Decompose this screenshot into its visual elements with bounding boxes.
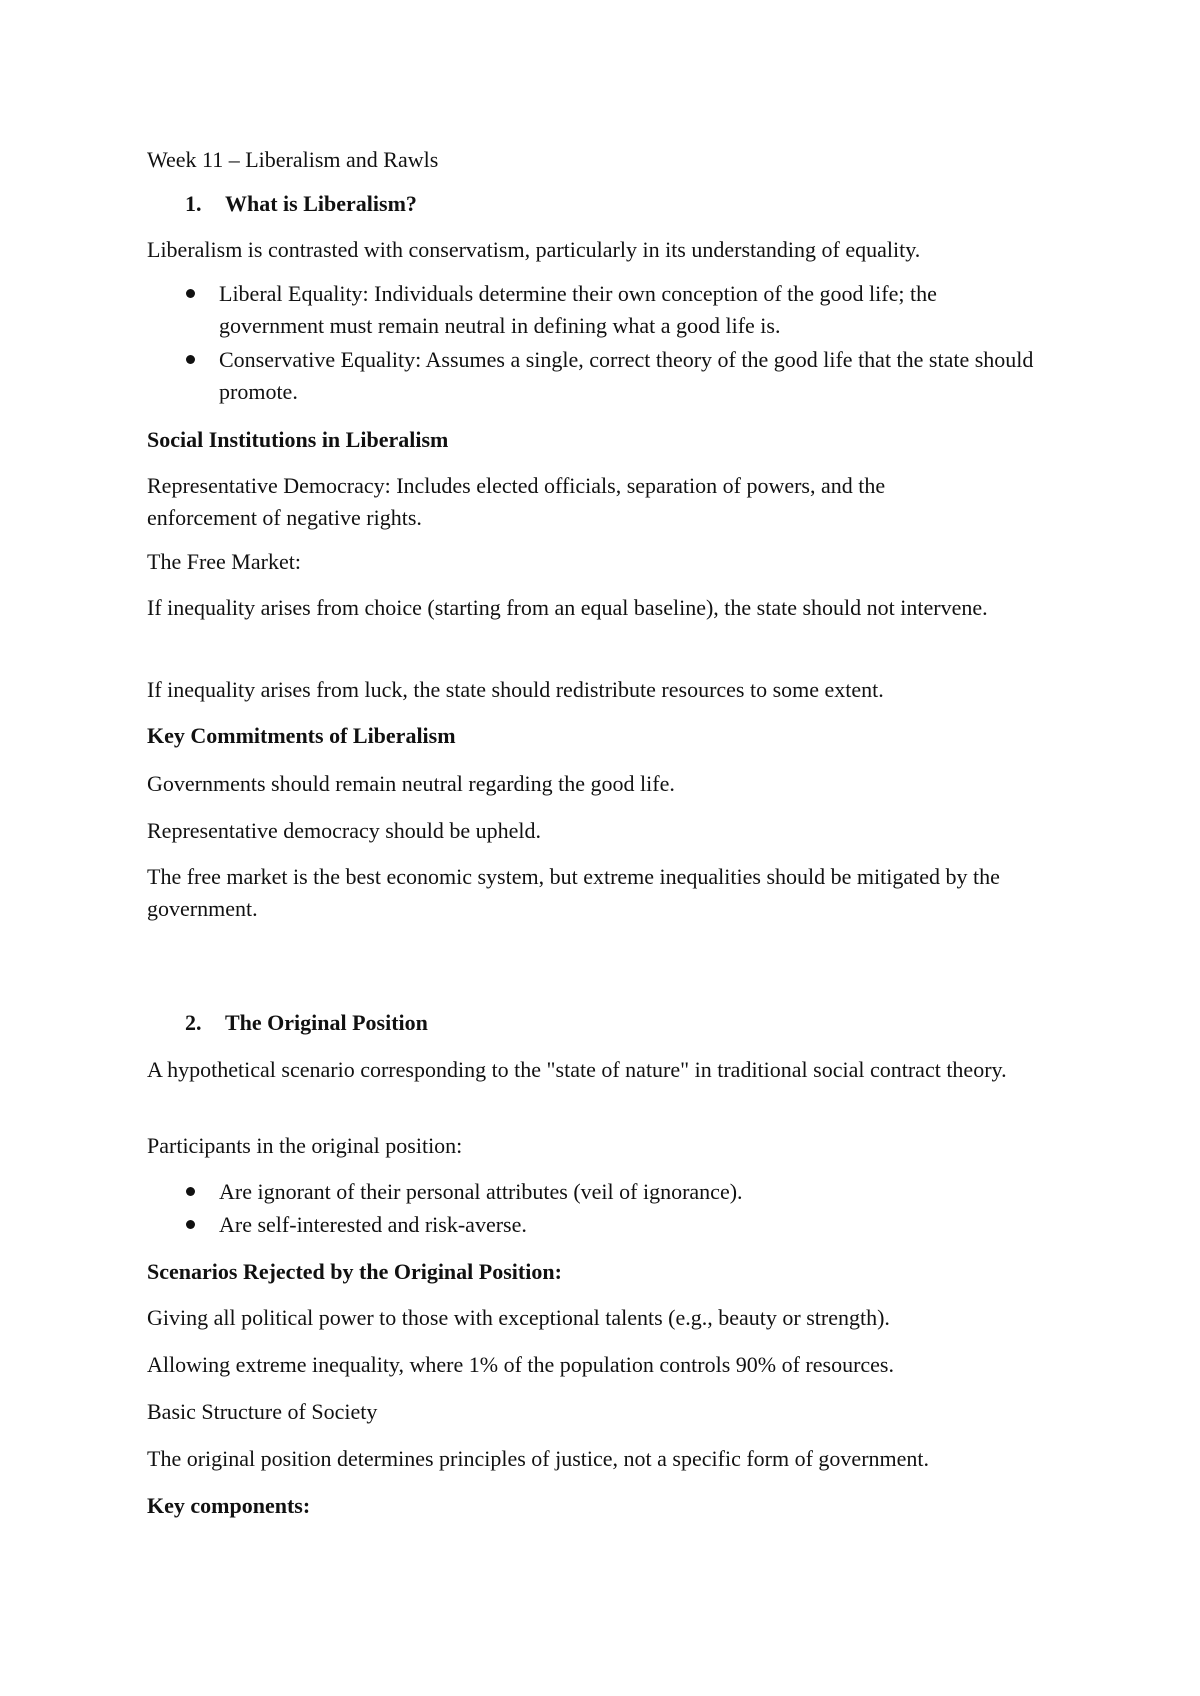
basic-structure-label: Basic Structure of Society	[147, 1399, 378, 1424]
section-2-intro: A hypothetical scenario corresponding to the "state of nature" in traditional social contract theory.	[147, 1057, 1007, 1082]
commitment-item: Representative democracy should be upheld.	[147, 818, 542, 843]
commitment-item: The free market is the best economic system, but extreme inequalities should be mitigated by the government.	[147, 864, 1000, 921]
bullet-dot	[186, 355, 195, 364]
bullet-self-interested: Are self-interested and risk-averse.	[219, 1212, 527, 1237]
bullet-dot	[186, 1187, 195, 1196]
document-title: Week 11 – Liberalism and Rawls	[147, 147, 439, 172]
components-heading: Key components:	[147, 1493, 311, 1518]
bullet-liberal-equality: Liberal Equality: Individuals determine their own conception of the good life; the government must remain neutral in defining what a good life is.	[219, 281, 937, 338]
section-1-intro: Liberalism is contrasted with conservatism, particularly in its understanding of equality.	[147, 237, 921, 262]
section-1-number: 1.	[185, 191, 202, 216]
section-1-heading: What is Liberalism?	[225, 191, 417, 216]
inequality-luck-text: If inequality arises from luck, the state should redistribute resources to some extent.	[147, 677, 884, 702]
commitments-heading: Key Commitments of Liberalism	[147, 723, 456, 748]
bullet-dot	[186, 1220, 195, 1229]
rejected-item: Allowing extreme inequality, where 1% of the population controls 90% of resources.	[147, 1352, 894, 1377]
section-2-number: 2.	[185, 1010, 202, 1035]
representative-democracy-text: Representative Democracy: Includes elected officials, separation of powers, and the enforcement of negative rights.	[147, 473, 886, 530]
institutions-heading: Social Institutions in Liberalism	[147, 427, 449, 452]
bullet-dot	[186, 289, 195, 298]
inequality-choice-text: If inequality arises from choice (starting from an equal baseline), the state should not intervene.	[147, 595, 988, 620]
participants-label: Participants in the original position:	[147, 1133, 463, 1158]
section-2-heading: The Original Position	[225, 1010, 428, 1035]
bullet-conservative-equality: Conservative Equality: Assumes a single, correct theory of the good life that the state should promote.	[219, 347, 1034, 404]
bullet-veil-of-ignorance: Are ignorant of their personal attributes (veil of ignorance).	[219, 1179, 743, 1204]
rejected-item: Giving all political power to those with exceptional talents (e.g., beauty or strength).	[147, 1305, 890, 1330]
rejected-heading: Scenarios Rejected by the Original Position:	[147, 1259, 562, 1284]
commitment-item: Governments should remain neutral regarding the good life.	[147, 771, 675, 796]
free-market-label: The Free Market:	[147, 549, 301, 574]
basic-structure-text: The original position determines principles of justice, not a specific form of government.	[147, 1446, 930, 1471]
